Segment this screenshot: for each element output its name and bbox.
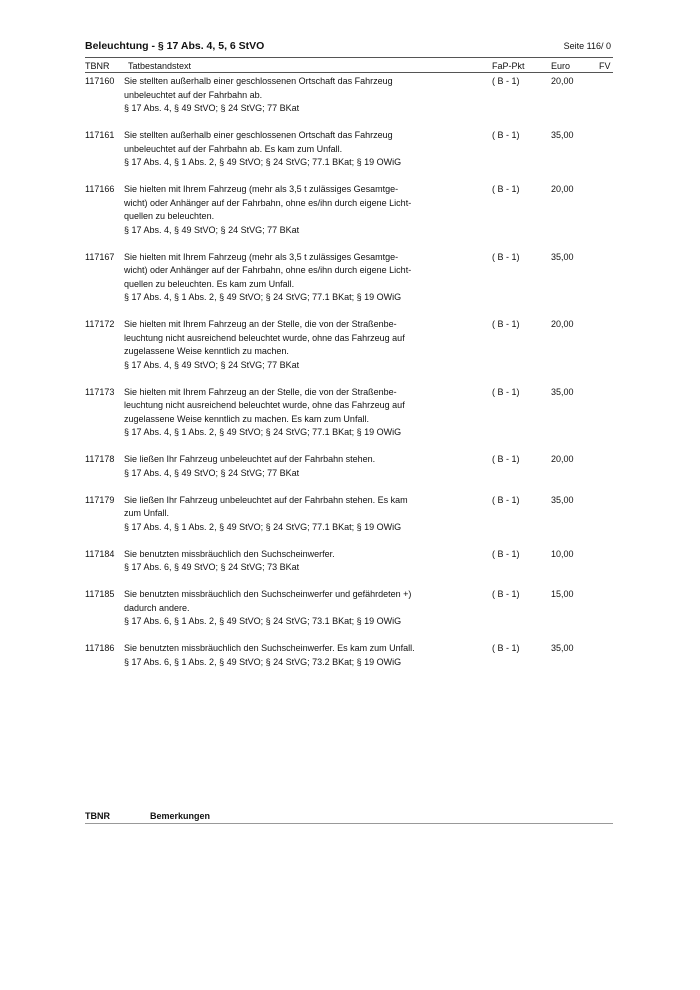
euro-amount-cell: 15,00 xyxy=(551,589,574,599)
offense-text-cell xyxy=(124,318,439,372)
offense-text-line: leuchtung nicht ausreichend beleuchtet wurde, ohne das Fahrzeug auf xyxy=(124,332,405,343)
table-row xyxy=(85,183,613,237)
euro-amount-cell: 20,00 xyxy=(551,319,574,329)
fap-points-cell: ( B - 1) xyxy=(492,643,520,653)
offense-text-cell xyxy=(124,386,439,440)
page-header xyxy=(85,40,613,56)
page-number: Seite 116/ 0 xyxy=(563,41,611,51)
offense-text-line: Sie benutzten missbräuchlich den Suchscheinwerfer und gefährdeten +) xyxy=(124,589,412,599)
fap-points-cell: ( B - 1) xyxy=(492,184,520,194)
offense-text-line: quellen zu beleuchten. Es kam zum Unfall. xyxy=(124,278,295,289)
offense-text-line: § 17 Abs. 4, § 1 Abs. 2, § 49 StVO; § 24 StVG; 77.1 BKat; § 19 OWiG xyxy=(124,521,402,532)
offense-text-line: Sie benutzten missbräuchlich den Suchscheinwerfer. Es kam zum Unfall. xyxy=(124,643,415,653)
offense-text-cell xyxy=(124,642,439,669)
offense-text-cell xyxy=(124,494,439,535)
tbnr-cell: 117173 xyxy=(85,386,115,397)
document-title: Beleuchtung - § 17 Abs. 4, 5, 6 StVO xyxy=(85,40,265,52)
offense-text-line: § 17 Abs. 4, § 49 StVO; § 24 StVG; 77 BKat xyxy=(124,467,300,478)
tbnr-cell: 117172 xyxy=(85,319,115,329)
fap-points-cell: ( B - 1) xyxy=(492,251,520,262)
column-header-euro: Euro xyxy=(551,61,571,71)
offense-text-line: Sie hielten mit Ihrem Fahrzeug an der Stelle, die von der Straßenbe- xyxy=(124,386,397,397)
euro-amount-cell: 10,00 xyxy=(551,548,574,559)
table-row xyxy=(85,129,613,170)
table-row xyxy=(85,251,613,305)
tbnr-cell: 117166 xyxy=(85,184,115,194)
offense-text-cell xyxy=(124,453,439,480)
table-row xyxy=(85,75,613,116)
footer-rule xyxy=(85,823,613,824)
fap-points-cell: ( B - 1) xyxy=(492,386,520,397)
offense-text-line: § 17 Abs. 6, § 1 Abs. 2, § 49 StVO; § 24 StVG; 73.1 BKat; § 19 OWiG xyxy=(124,616,402,626)
fap-points-cell: ( B - 1) xyxy=(492,454,520,464)
offense-text-line: dadurch andere. xyxy=(124,602,190,613)
tbnr-cell: 117167 xyxy=(85,251,115,262)
offense-text-line: § 17 Abs. 4, § 49 StVO; § 24 StVG; 77 BKat xyxy=(124,359,300,370)
offense-text-cell xyxy=(124,588,439,629)
euro-amount-cell: 35,00 xyxy=(551,130,574,140)
fap-points-cell: ( B - 1) xyxy=(492,589,520,599)
offense-text-line: zugelassene Weise kenntlich zu machen. Es kam zum Unfall. xyxy=(124,413,369,424)
offense-text-line: § 17 Abs. 4, § 49 StVO; § 24 StVG; 77 BKat xyxy=(124,103,300,113)
offense-text-line: quellen zu beleuchten. xyxy=(124,211,215,221)
tbnr-cell: 117185 xyxy=(85,589,115,599)
offense-text-line: leuchtung nicht ausreichend beleuchtet wurde, ohne das Fahrzeug auf xyxy=(124,400,405,410)
offense-text-line: Sie ließen Ihr Fahrzeug unbeleuchtet auf der Fahrbahn stehen. Es kam xyxy=(124,494,408,505)
offense-text-line: Sie stellten außerhalb einer geschlossenen Ortschaft das Fahrzeug xyxy=(124,76,393,86)
table-row xyxy=(85,494,613,535)
offense-text-cell xyxy=(124,548,439,575)
offense-text-line: Sie hielten mit Ihrem Fahrzeug (mehr als 3,5 t zulässiges Gesamtge- xyxy=(124,251,399,262)
fap-points-cell: ( B - 1) xyxy=(492,130,520,140)
header-rule-bottom xyxy=(85,72,613,73)
offense-text-line: unbeleuchtet auf der Fahrbahn ab. xyxy=(124,89,263,100)
offense-text-cell xyxy=(124,75,439,116)
table-row xyxy=(85,588,613,629)
offense-text-line: Sie benutzten missbräuchlich den Suchscheinwerfer. xyxy=(124,548,335,559)
column-header-tbnr: TBNR xyxy=(85,61,110,71)
table-row xyxy=(85,642,613,669)
offense-text-cell xyxy=(124,129,439,170)
euro-amount-cell: 20,00 xyxy=(551,76,574,86)
remarks-label: Bemerkungen xyxy=(150,811,211,821)
fap-points-cell: ( B - 1) xyxy=(492,76,520,86)
remarks-tbnr-label: TBNR xyxy=(85,811,110,821)
euro-amount-cell: 20,00 xyxy=(551,184,574,194)
offense-text-line: § 17 Abs. 6, § 49 StVO; § 24 StVG; 73 BKat xyxy=(124,562,300,572)
tbnr-cell: 117179 xyxy=(85,494,115,505)
offense-text-line: Sie ließen Ihr Fahrzeug unbeleuchtet auf der Fahrbahn stehen. xyxy=(124,454,376,464)
tbnr-cell: 117178 xyxy=(85,454,115,464)
offense-text-line: zum Unfall. xyxy=(124,508,170,518)
header-rule-top xyxy=(85,57,613,58)
fap-points-cell: ( B - 1) xyxy=(492,494,520,505)
offense-text-line: § 17 Abs. 4, § 1 Abs. 2, § 49 StVO; § 24 StVG; 77.1 BKat; § 19 OWiG xyxy=(124,157,402,167)
fap-points-cell: ( B - 1) xyxy=(492,319,520,329)
tbnr-cell: 117186 xyxy=(85,643,115,653)
offense-text-line: Sie hielten mit Ihrem Fahrzeug (mehr als 3,5 t zulässiges Gesamtge- xyxy=(124,184,399,194)
table-row xyxy=(85,548,613,575)
offense-text-line: § 17 Abs. 4, § 1 Abs. 2, § 49 StVO; § 24 StVG; 77.1 BKat; § 19 OWiG xyxy=(124,292,402,302)
offense-text-line: unbeleuchtet auf der Fahrbahn ab. Es kam zum Unfall. xyxy=(124,143,343,154)
table-row xyxy=(85,386,613,440)
euro-amount-cell: 20,00 xyxy=(551,454,574,464)
offense-text-line: wicht) oder Anhänger auf der Fahrbahn, ohne es/ihn durch eigene Licht- xyxy=(124,197,412,208)
offense-text-line: Sie hielten mit Ihrem Fahrzeug an der Stelle, die von der Straßenbe- xyxy=(124,319,397,329)
fap-points-cell: ( B - 1) xyxy=(492,548,520,559)
offense-text-line: § 17 Abs. 4, § 49 StVO; § 24 StVG; 77 BKat xyxy=(124,224,300,235)
tbnr-cell: 117161 xyxy=(85,130,115,140)
offense-text-line: zugelassene Weise kenntlich zu machen. xyxy=(124,346,289,356)
tbnr-cell: 117160 xyxy=(85,76,115,86)
table-row xyxy=(85,453,613,480)
euro-amount-cell: 35,00 xyxy=(551,386,574,397)
offense-text-line: Sie stellten außerhalb einer geschlossenen Ortschaft das Fahrzeug xyxy=(124,130,393,140)
offense-text-line: § 17 Abs. 4, § 1 Abs. 2, § 49 StVO; § 24 StVG; 77.1 BKat; § 19 OWiG xyxy=(124,427,402,437)
column-header-fv: FV xyxy=(599,61,611,71)
column-header-fap: FaP-Pkt xyxy=(492,61,525,71)
offense-text-line: § 17 Abs. 6, § 1 Abs. 2, § 49 StVO; § 24 StVG; 73.2 BKat; § 19 OWiG xyxy=(124,656,402,667)
euro-amount-cell: 35,00 xyxy=(551,251,574,262)
offense-text-cell xyxy=(124,251,439,305)
table-row xyxy=(85,318,613,372)
column-header-text: Tatbestandstext xyxy=(128,61,192,71)
euro-amount-cell: 35,00 xyxy=(551,494,574,505)
offense-text-line: wicht) oder Anhänger auf der Fahrbahn, ohne es/ihn durch eigene Licht- xyxy=(124,265,412,275)
tbnr-cell: 117184 xyxy=(85,548,115,559)
offense-text-cell xyxy=(124,183,439,237)
euro-amount-cell: 35,00 xyxy=(551,643,574,653)
offense-list xyxy=(85,75,613,683)
